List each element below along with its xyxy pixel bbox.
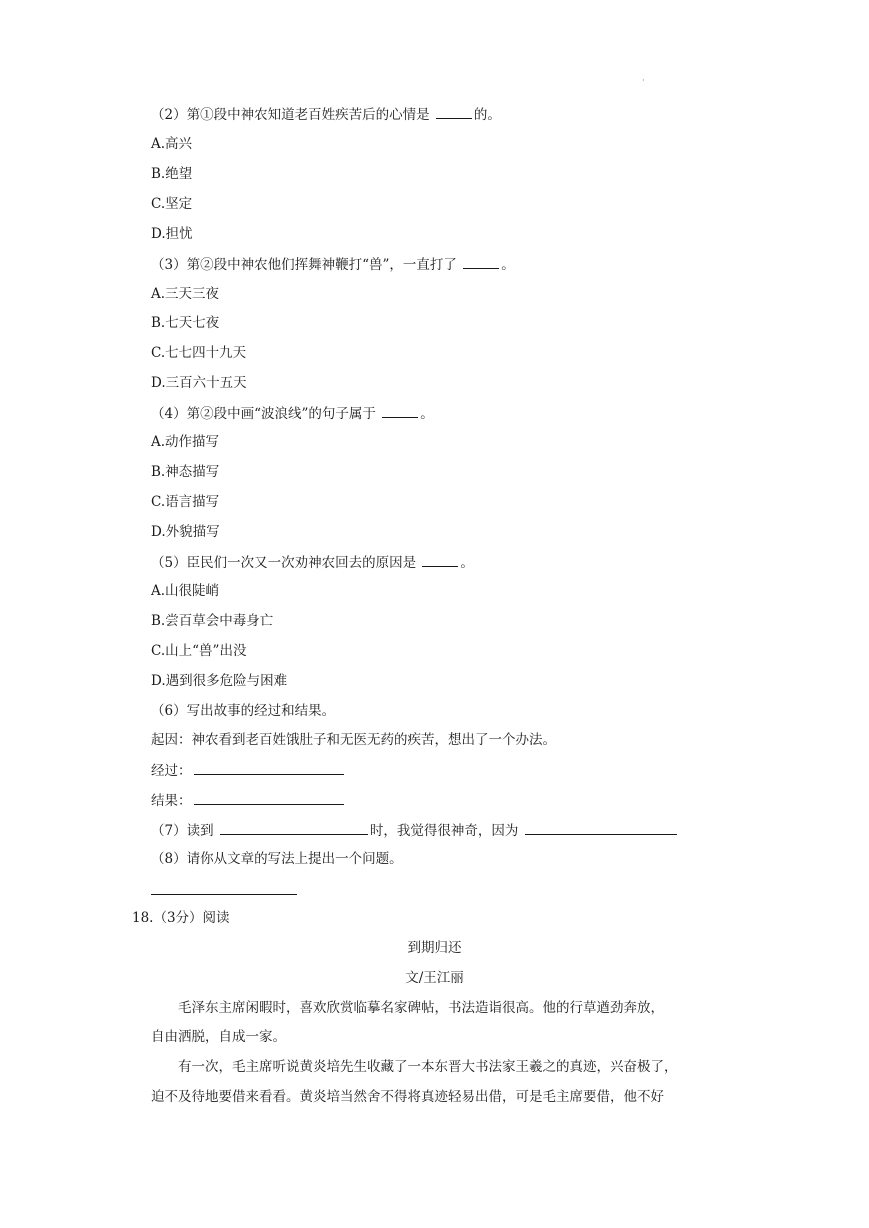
q5-option-c: C.山上“兽”出没 (151, 643, 247, 659)
q3-option-b: B.七天七夜 (151, 315, 220, 331)
passage-title: 到期归还 (407, 940, 462, 956)
q4-stem (151, 403, 434, 424)
q4-answer-blank[interactable] (382, 403, 418, 418)
passage-author: 文/王江丽 (405, 970, 464, 986)
q18-heading: 18.（3分）阅读 (132, 910, 230, 926)
q6-cause: 起因：神农看到老百姓饿肚子和无医无药的疾苦，想出了一个办法。 (151, 732, 556, 748)
q2-stem-end: 的。 (473, 107, 501, 123)
q4-option-d: D.外貌描写 (151, 524, 220, 540)
q5-stem (151, 552, 474, 573)
q6-process (151, 760, 346, 781)
q6-result-label: 结果： (151, 793, 192, 809)
q4-option-c: C.语言描写 (151, 494, 220, 510)
passage-p2-line2: 迫不及待地要借来看看。黄炎培当然舍不得将真迹轻易出借，可是毛主席要借，他不好 (151, 1089, 664, 1105)
q2-stem-text: （2）第①段中神农知道老百姓疾苦后的心情是 (151, 107, 430, 123)
q3-stem-end: 。 (501, 257, 515, 273)
q2-answer-blank[interactable] (436, 104, 472, 119)
q4-option-a: A.动作描写 (151, 434, 220, 450)
q3-option-c: C.七七四十九天 (151, 345, 247, 361)
q3-answer-blank[interactable] (463, 254, 499, 269)
q8-stem: （8）请你从文章的写法上提出一个问题。 (151, 851, 403, 867)
q7-blank-2[interactable] (525, 820, 677, 835)
q3-stem (151, 254, 515, 275)
passage-p2-line1: 有一次，毛主席听说黄炎培先生收藏了一本东晋大书法家王羲之的真迹，兴奋极了， (178, 1059, 678, 1075)
q5-stem-end: 。 (460, 555, 474, 571)
q6-result-blank[interactable] (194, 790, 344, 805)
q3-stem-text: （3）第②段中神农他们挥舞神鞭打“兽”，一直打了 (151, 257, 457, 273)
q2-stem (151, 104, 501, 125)
passage-p1-line2: 自由洒脱，自成一家。 (151, 1029, 286, 1045)
q3-option-d: D.三百六十五天 (151, 375, 247, 391)
q6-process-label: 经过： (151, 763, 192, 779)
q5-option-d: D.遇到很多危险与困难 (151, 673, 288, 689)
q2-option-b: B.绝望 (151, 166, 193, 182)
q7-blank-1[interactable] (220, 820, 368, 835)
q7-part-a: （7）读到 (151, 823, 214, 839)
header-mark: · (642, 76, 645, 85)
q4-stem-text: （4）第②段中画“波浪线”的句子属于 (151, 406, 376, 422)
q5-answer-blank[interactable] (422, 552, 458, 567)
q8-answer-blank[interactable] (151, 894, 297, 895)
q2-option-c: C.坚定 (151, 196, 193, 212)
q5-option-a: A.山很陡峭 (151, 583, 220, 599)
q7-part-b: 时，我觉得很神奇，因为 (369, 823, 519, 839)
q4-option-b: B.神态描写 (151, 464, 220, 480)
q6-process-blank[interactable] (194, 760, 344, 775)
q2-option-a: A.高兴 (151, 136, 193, 152)
q5-stem-text: （5）臣民们一次又一次劝神农回去的原因是 (151, 555, 417, 571)
q3-option-a: A.三天三夜 (151, 286, 220, 302)
q2-option-d: D.担忧 (151, 226, 193, 242)
passage-p1-line1: 毛泽东主席闲暇时，喜欢欣赏临摹名家碑帖，书法造诣很高。他的行草遒劲奔放， (178, 1000, 664, 1016)
q4-stem-end: 。 (420, 406, 434, 422)
q5-option-b: B.尝百草会中毒身亡 (151, 613, 274, 629)
q7-stem (151, 820, 679, 841)
q6-stem: （6）写出故事的经过和结果。 (151, 703, 336, 719)
q6-result (151, 790, 346, 811)
